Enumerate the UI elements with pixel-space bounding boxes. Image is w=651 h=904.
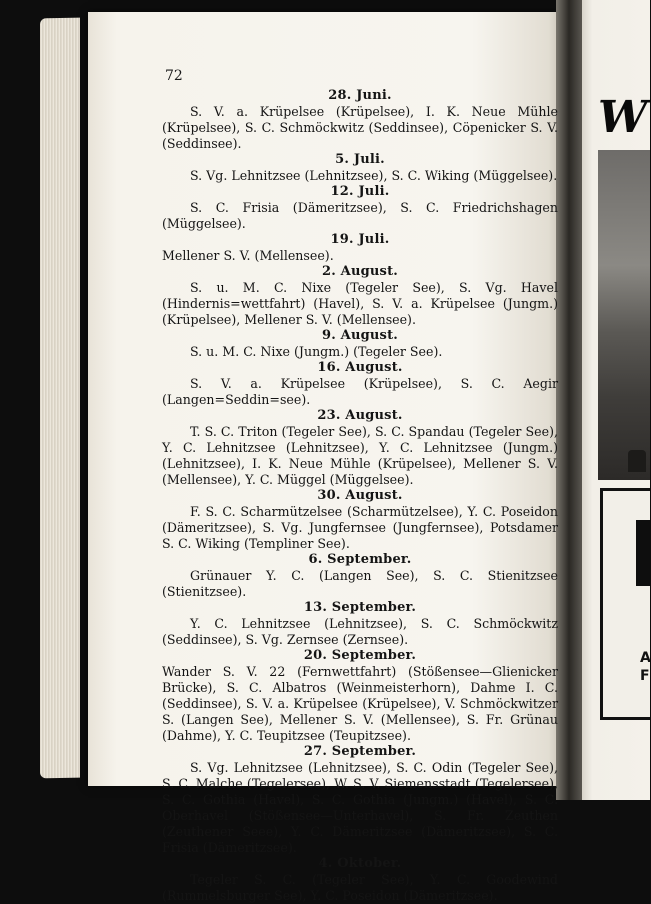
entry-text: T. S. C. Triton (Tegeler See), S. C. Spandau (Tegeler See), Y. C. Lehnitzsee (Lehnitzsee), Y. C. Lehnitzsee (Jungm.) (Lehnitzsee), I. K. Neue Mühle (Krüpelsee), Mellener S. V. (Mellensee), Y. C. Müggel (Müggelsee). (162, 424, 558, 487)
entry-text: Y. C. Lehnitzsee (Lehnitzsee), S. C. Schmöckwitz (Seddinsee), S. Vg. Zernsee (Zernsee). (162, 616, 558, 647)
calendar-entry (162, 232, 558, 264)
calendar-entry (162, 600, 558, 648)
entry-text: Tegeler S. C. (Tegeler See), Y. C. Goodewind (Rummelsburger See), Y. C. Poseidon (Dämeritzsee). (162, 872, 558, 903)
entry-date: 19. Juli. (330, 232, 390, 247)
entry-date: 20. September. (303, 648, 417, 663)
entry-date: 12. Juli. (330, 184, 390, 199)
entry-text: S. V. a. Krüpelsee (Krüpelsee), I. K. Neue Mühle (Krüpelsee), S. C. Schmöckwitz (Seddinsee), Cöpenicker S. V. (Seddinsee). (162, 104, 558, 151)
entry-text: S. C. Frisia (Dämeritzsee), S. C. Friedrichshagen (Müggelsee). (162, 200, 558, 231)
calendar-entry (162, 744, 558, 856)
calendar-entry (162, 488, 558, 552)
entry-date: 4. Oktober. (318, 856, 402, 871)
calendar-entry (162, 408, 558, 488)
calendar-entry (162, 552, 558, 600)
book-gutter (556, 0, 582, 800)
entry-date: 28. Juni. (328, 88, 392, 103)
calendar-entry (162, 88, 558, 152)
calendar-entry (162, 152, 558, 184)
entry-text: S. Vg. Lehnitzsee (Lehnitzsee), S. C. Wiking (Müggelsee). (190, 168, 558, 183)
calendar-entry (162, 856, 558, 904)
boat-silhouette (628, 450, 646, 472)
entry-date: 13. September. (303, 600, 417, 615)
entry-text: S. Vg. Lehnitzsee (Lehnitzsee), S. C. Odin (Tegeler See), S. C. Malche (Tegelersee), W. S. V. Siemensstadt (Tegelersee), S. C. Gothia (Havel), S. C. Gothia (Jungm.) (Havel), S. C. Oberhavel (Stößensee—Unterhavel), S. Fr. Zeuthen (Zeuthener Seee), Y. C. Dämeritzsee (Dämeritzsee), S. C. Frisia (Dämeritzsee). (162, 760, 558, 855)
right-page-black-block (636, 520, 650, 586)
calendar-entry (162, 360, 558, 408)
entry-date: 2. August. (321, 264, 399, 279)
calendar-entry (162, 648, 558, 744)
calendar-entry (162, 184, 558, 232)
calendar-entry (162, 328, 558, 360)
entry-date: 16. August. (317, 360, 403, 375)
entry-text: S. V. a. Krüpelsee (Krüpelsee), S. C. Aegir (Langen=Seddin=see). (162, 376, 558, 407)
entry-date: 27. September. (303, 744, 417, 759)
right-page-photo (598, 150, 650, 480)
calendar-entry (162, 264, 558, 328)
entry-text: F. S. C. Scharmützelsee (Scharmützelsee), Y. C. Poseidon (Dämeritzsee), S. Vg. Jungfernsee (Jungfernsee), Potsdamer S. C. Wiking (Templiner See). (162, 504, 558, 551)
entry-date: 30. August. (317, 488, 403, 503)
regatta-calendar (162, 88, 558, 904)
entry-text: Mellener S. V. (Mellensee). (162, 248, 334, 263)
entry-text: S. u. M. C. Nixe (Tegeler See), S. Vg. Havel (Hindernis=wettfahrt) (Havel), S. V. a. Krüpelsee (Jungm.) (Krüpelsee), Mellener S. V. (Mellensee). (162, 280, 558, 327)
entry-text: Wander S. V. 22 (Fernwettfahrt) (Stößensee—Glienicker Brücke), S. C. Albatros (Weinmeisterhorn), Dahme I. C. (Seddinsee), S. V. a. Krüpelsee (Krüpelsee), V. Schmöckwitzer S. (Langen See), Mellener S. V. (Mellensee), S. Fr. Grünau (Dahme), Y. C. Teupitzsee (Teupitzsee). (162, 664, 558, 743)
entry-date: 9. August. (321, 328, 399, 343)
entry-text: Grünauer Y. C. (Langen See), S. C. Stienitzsee (Stienitzsee). (162, 568, 558, 599)
right-page-banner-fragment: W (598, 92, 645, 143)
entry-date: 23. August. (317, 408, 403, 423)
entry-date: 5. Juli. (335, 152, 385, 167)
page-number: 72 (165, 68, 183, 84)
right-page-letter-f: F (640, 668, 650, 684)
right-page-letter-a: A (640, 650, 651, 666)
book-page-edges (40, 18, 80, 779)
entry-date: 6. September. (308, 552, 412, 567)
entry-text: S. u. M. C. Nixe (Jungm.) (Tegeler See). (190, 344, 443, 359)
